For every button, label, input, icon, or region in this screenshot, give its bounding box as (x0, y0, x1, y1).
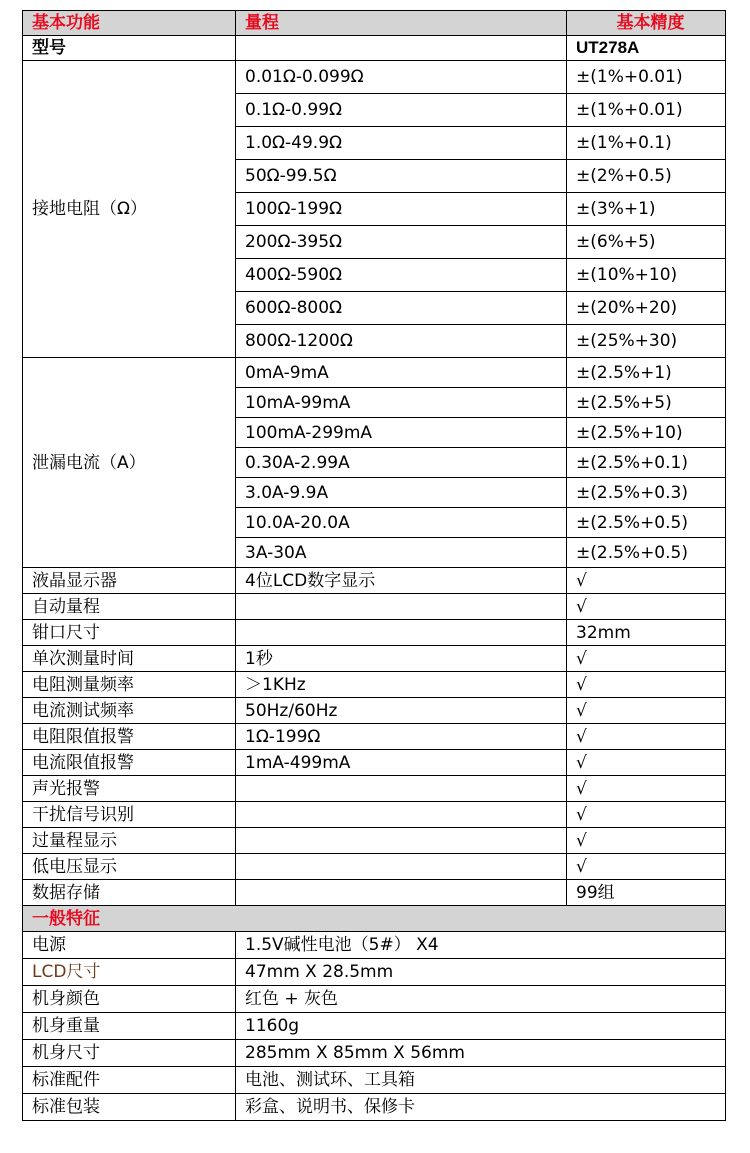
table-row (23, 854, 726, 880)
range-cell: 100mA-299mA (236, 418, 567, 448)
table-row (23, 358, 726, 388)
range-cell: 10.0A-20.0A (236, 508, 567, 538)
table-row (23, 828, 726, 854)
feature-range (236, 828, 567, 854)
range-cell: 10mA-99mA (236, 388, 567, 418)
accuracy-cell: ±(10%+10) (567, 259, 726, 292)
feature-value: √ (567, 854, 726, 880)
feature-range: 1mA-499mA (236, 750, 567, 776)
accuracy-cell: ±(2.5%+1) (567, 358, 726, 388)
feature-range (236, 594, 567, 620)
accuracy-cell: ±(2%+0.5) (567, 160, 726, 193)
accuracy-cell: ±(2.5%+0.5) (567, 538, 726, 568)
general-value: 1.5V碱性电池（5#） X4 (236, 932, 726, 959)
feature-range (236, 880, 567, 906)
feature-name: 过量程显示 (23, 828, 236, 854)
table-row (23, 959, 726, 986)
feature-range: 1秒 (236, 646, 567, 672)
range-cell: 50Ω-99.5Ω (236, 160, 567, 193)
feature-name: 干扰信号识别 (23, 802, 236, 828)
ground-resistance-group (23, 61, 726, 358)
table-row (23, 646, 726, 672)
feature-range (236, 802, 567, 828)
accuracy-cell: ±(1%+0.01) (567, 61, 726, 94)
accuracy-cell: ±(1%+0.1) (567, 127, 726, 160)
feature-name: 单次测量时间 (23, 646, 236, 672)
general-name: 机身尺寸 (23, 1040, 236, 1067)
accuracy-cell: ±(2.5%+0.1) (567, 448, 726, 478)
table-row (23, 620, 726, 646)
general-value: 彩盒、说明书、保修卡 (236, 1094, 726, 1121)
feature-value: 32mm (567, 620, 726, 646)
range-cell: 600Ω-800Ω (236, 292, 567, 325)
table-row (23, 986, 726, 1013)
feature-name: 电流限值报警 (23, 750, 236, 776)
table-row (23, 1040, 726, 1067)
leakage-current-label: 泄漏电流（A） (23, 358, 236, 568)
accuracy-cell: ±(2.5%+5) (567, 388, 726, 418)
feature-rows (23, 568, 726, 906)
header-function: 基本功能 (23, 11, 236, 36)
ground-resistance-label: 接地电阻（Ω） (23, 61, 236, 358)
accuracy-cell: ±(25%+30) (567, 325, 726, 358)
table-header-row (23, 11, 726, 36)
table-row (23, 802, 726, 828)
table-row (23, 672, 726, 698)
spec-table (22, 10, 726, 1121)
table-row (23, 568, 726, 594)
range-cell: 0.1Ω-0.99Ω (236, 94, 567, 127)
feature-range: 1Ω-199Ω (236, 724, 567, 750)
feature-range: ＞1KHz (236, 672, 567, 698)
range-cell: 0mA-9mA (236, 358, 567, 388)
header-accuracy: 基本精度 (567, 11, 726, 36)
feature-name: 电流测试频率 (23, 698, 236, 724)
accuracy-cell: ±(3%+1) (567, 193, 726, 226)
accuracy-cell: ±(20%+20) (567, 292, 726, 325)
feature-value: √ (567, 802, 726, 828)
feature-value: √ (567, 724, 726, 750)
range-cell: 100Ω-199Ω (236, 193, 567, 226)
table-row (23, 724, 726, 750)
accuracy-cell: ±(6%+5) (567, 226, 726, 259)
model-row (23, 36, 726, 61)
table-row (23, 61, 726, 94)
feature-range (236, 854, 567, 880)
general-value: 1160g (236, 1013, 726, 1040)
feature-name: 数据存储 (23, 880, 236, 906)
table-row (23, 698, 726, 724)
leakage-current-group (23, 358, 726, 568)
range-cell: 400Ω-590Ω (236, 259, 567, 292)
range-cell: 1.0Ω-49.9Ω (236, 127, 567, 160)
general-rows (23, 932, 726, 1121)
feature-value: √ (567, 698, 726, 724)
general-section-row (23, 906, 726, 932)
feature-name: 低电压显示 (23, 854, 236, 880)
accuracy-cell: ±(1%+0.01) (567, 94, 726, 127)
table-row (23, 1013, 726, 1040)
table-row (23, 932, 726, 959)
accuracy-cell: ±(2.5%+10) (567, 418, 726, 448)
general-value: 285mm X 85mm X 56mm (236, 1040, 726, 1067)
feature-name: 声光报警 (23, 776, 236, 802)
header-range: 量程 (236, 11, 567, 36)
feature-value: √ (567, 594, 726, 620)
table-row (23, 776, 726, 802)
general-value: 红色 + 灰色 (236, 986, 726, 1013)
range-cell: 0.30A-2.99A (236, 448, 567, 478)
feature-value: √ (567, 568, 726, 594)
range-cell: 800Ω-1200Ω (236, 325, 567, 358)
feature-range: 50Hz/60Hz (236, 698, 567, 724)
feature-value: √ (567, 776, 726, 802)
general-name: 电源 (23, 932, 236, 959)
model-label: 型号 (23, 36, 236, 61)
feature-value: √ (567, 646, 726, 672)
feature-value: √ (567, 828, 726, 854)
general-value: 47mm X 28.5mm (236, 959, 726, 986)
feature-range (236, 620, 567, 646)
range-cell: 3A-30A (236, 538, 567, 568)
accuracy-cell: ±(2.5%+0.3) (567, 478, 726, 508)
model-value: UT278A (567, 36, 726, 61)
feature-name: 自动量程 (23, 594, 236, 620)
range-cell: 0.01Ω-0.099Ω (236, 61, 567, 94)
feature-name: 液晶显示器 (23, 568, 236, 594)
table-row (23, 1067, 726, 1094)
model-empty (236, 36, 567, 61)
accuracy-cell: ±(2.5%+0.5) (567, 508, 726, 538)
feature-range: 4位LCD数字显示 (236, 568, 567, 594)
general-section-title: 一般特征 (23, 906, 726, 932)
general-name: 标准配件 (23, 1067, 236, 1094)
feature-value: √ (567, 672, 726, 698)
general-value: 电池、测试环、工具箱 (236, 1067, 726, 1094)
general-name: 机身重量 (23, 1013, 236, 1040)
feature-value: √ (567, 750, 726, 776)
feature-name: 钳口尺寸 (23, 620, 236, 646)
table-row (23, 880, 726, 906)
general-name: LCD尺寸 (23, 959, 236, 986)
range-cell: 200Ω-395Ω (236, 226, 567, 259)
feature-name: 电阻限值报警 (23, 724, 236, 750)
feature-name: 电阻测量频率 (23, 672, 236, 698)
feature-range (236, 776, 567, 802)
range-cell: 3.0A-9.9A (236, 478, 567, 508)
table-row (23, 750, 726, 776)
general-name: 机身颜色 (23, 986, 236, 1013)
table-row (23, 1094, 726, 1121)
general-name: 标准包装 (23, 1094, 236, 1121)
table-row (23, 594, 726, 620)
feature-value: 99组 (567, 880, 726, 906)
